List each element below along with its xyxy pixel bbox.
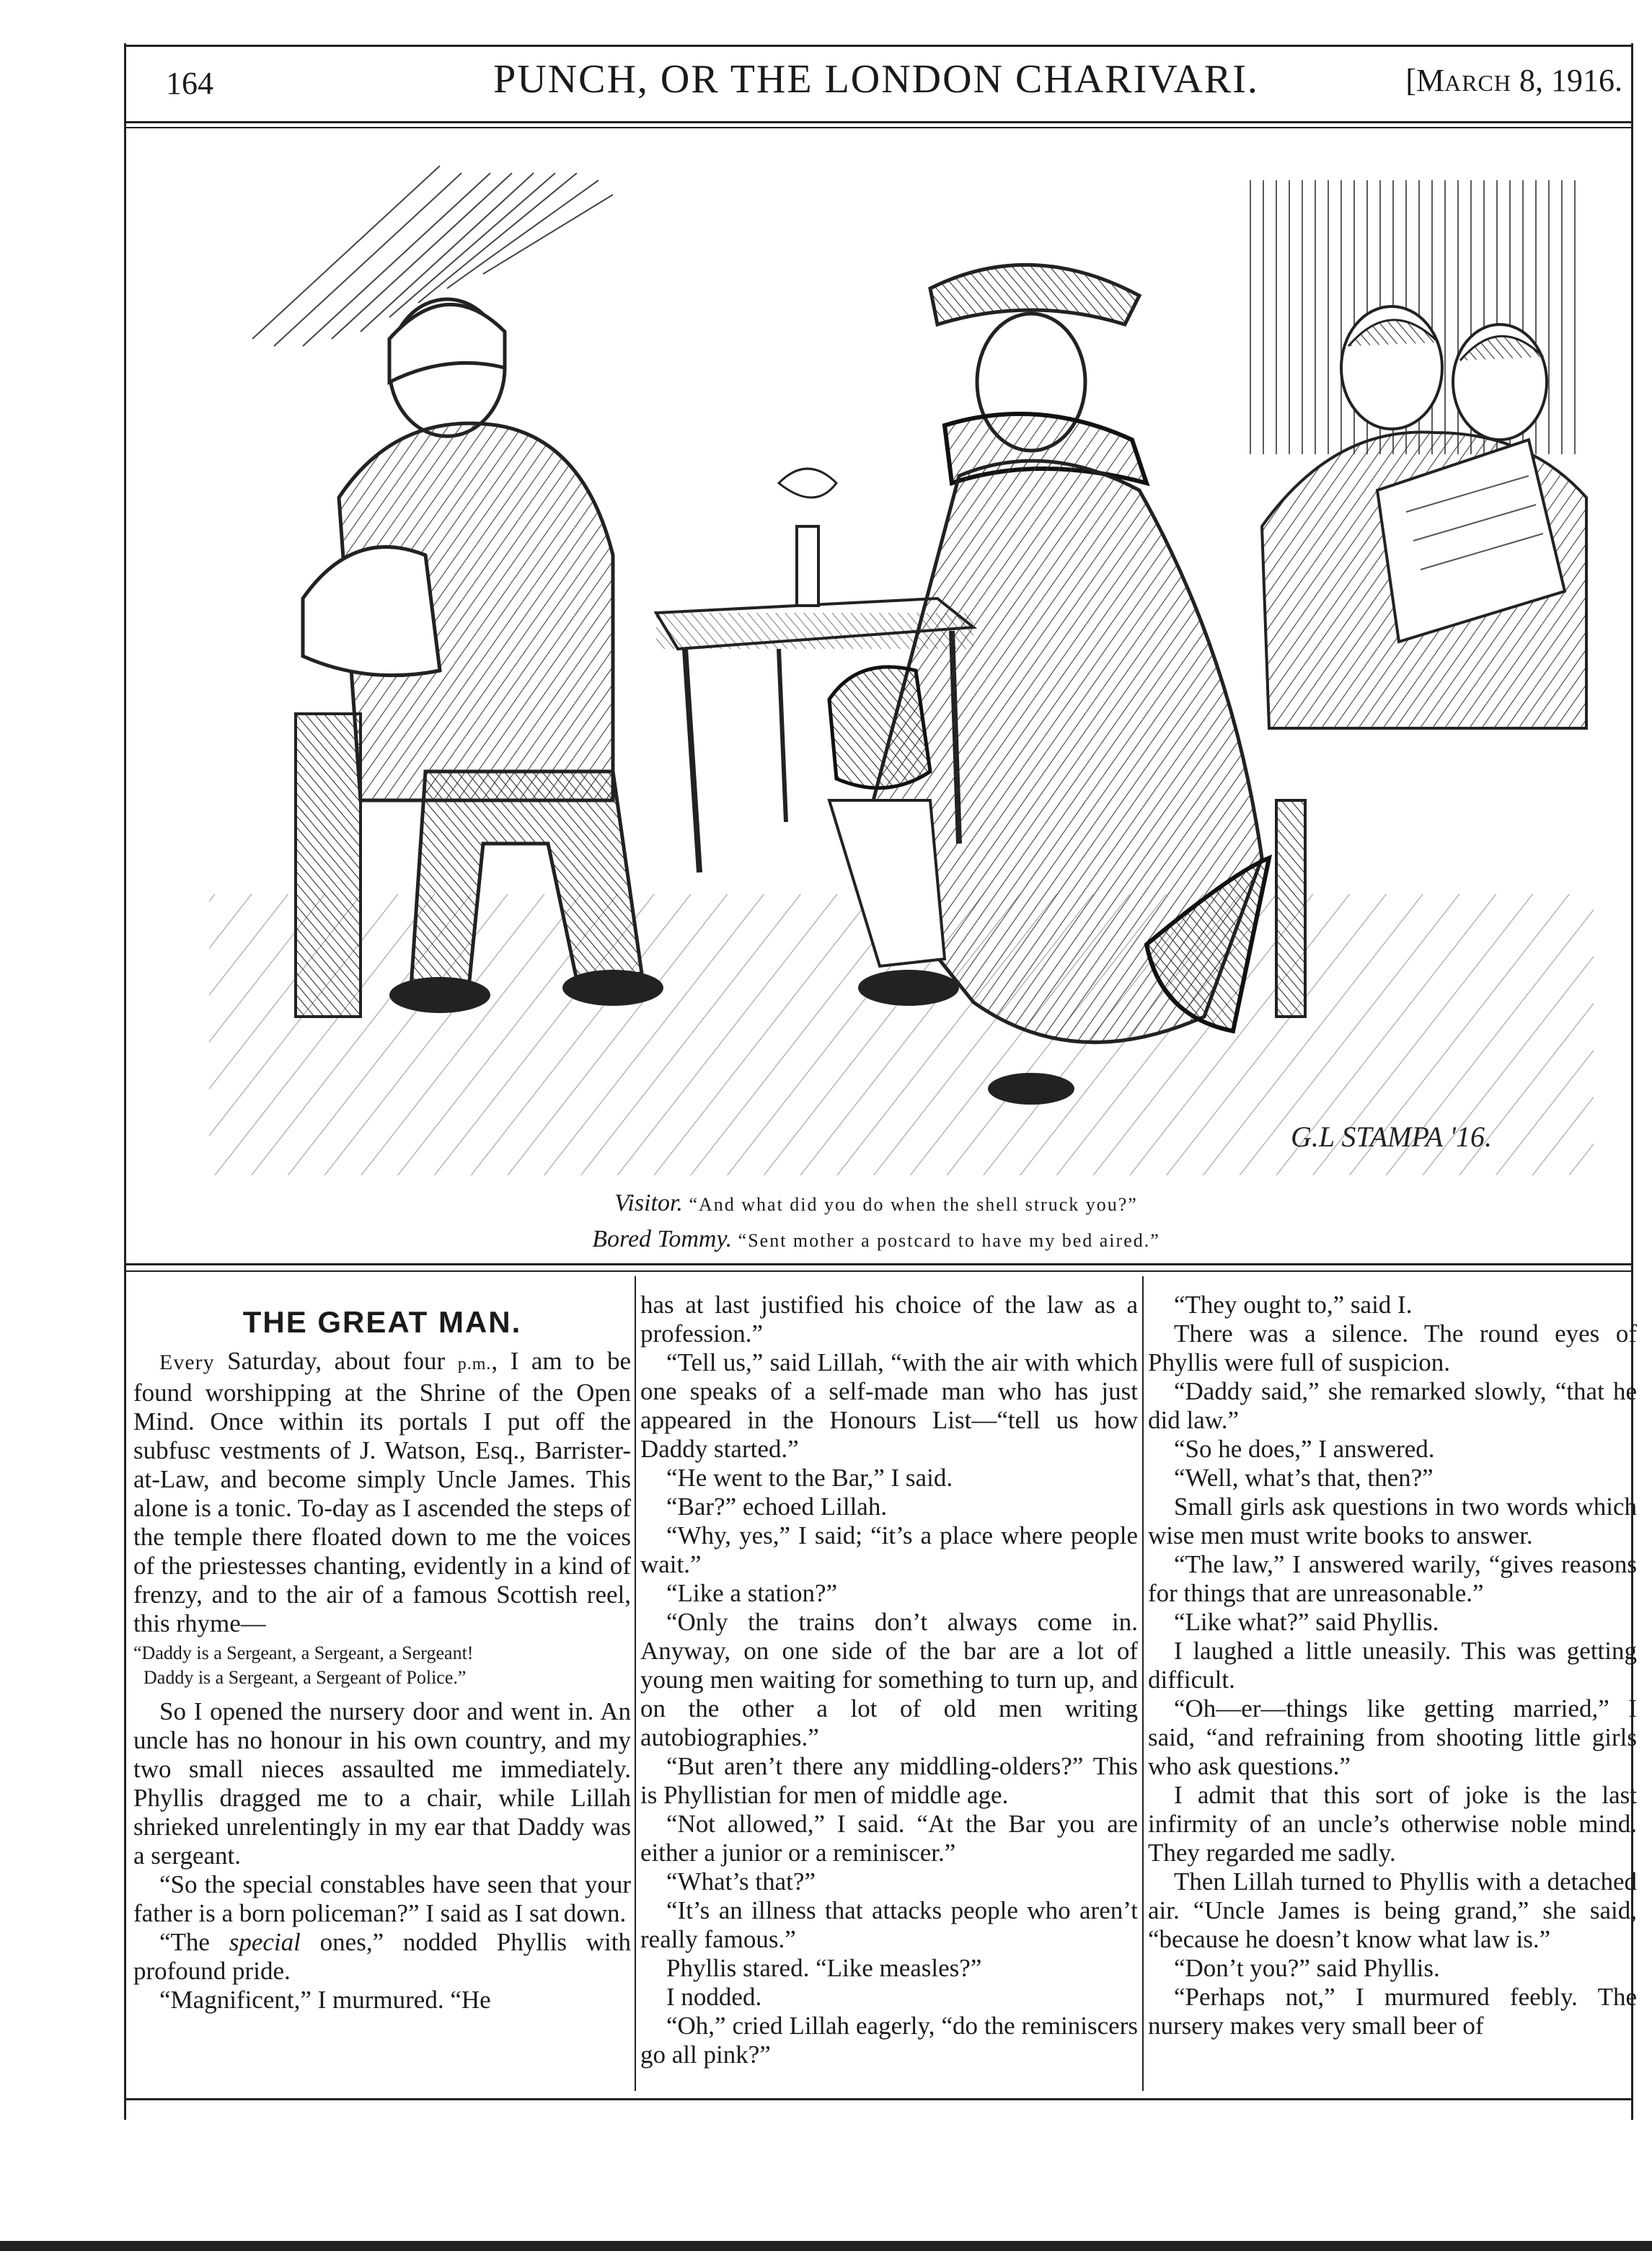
paragraph: “But aren’t there any middling-olders?” This is Phyllistian for men of middle age. [640,1752,1138,1809]
paragraph: “He went to the Bar,” I said. [666,1464,953,1492]
paragraph: Phyllis stared. “Like measles?” [666,1954,982,1982]
paragraph: So I opened the nursery door and went in. An uncle has no honour in his own country, and my two small nieces assaulted me immediately. Phyllis dragged me to a chair, while Lillah shrieked unrelentingly in my ear that Daddy was a sergeant. [133,1697,631,1870]
article-column-2 [640,1291,1138,2069]
cartoon-illustration [209,151,1594,1175]
header-rule [124,121,1633,123]
paragraph: “Tell us,” said Lillah, “with the air with which one speaks of a self-made man who has just appeared in the Honours List—“tell us how Daddy started.” [640,1348,1138,1463]
artist-signature: G.L STAMPA '16. [1291,1120,1492,1153]
woman-visitor [829,265,1305,1105]
paragraph: “Perhaps not,” I murmured feebly. The nursery makes very small beer of [1148,1983,1637,2040]
paragraph: “Like what?” said Phyllis. [1174,1608,1439,1636]
issue-date: [MARCH 8, 1916. [1405,63,1622,98]
paragraph: “Only the trains don’t always come in. Anyway, on one side of the bar are a lot of young men waiting for something to turn up, and on the other a lot of old men writing autobiographies.” [640,1608,1138,1751]
paragraph: “So the special constables have seen that your father is a born policeman?” I said as I sat down. [133,1870,631,1927]
paragraph: “Daddy said,” she remarked slowly, “that he did law.” [1148,1377,1637,1434]
paragraph: “Why, yes,” I said; “it’s a place where people wait.” [640,1521,1138,1578]
paragraph: “Well, what’s that, then?” [1174,1464,1434,1492]
top-rule [124,45,1633,47]
paragraph: “Not allowed,” I said. “At the Bar you are either a junior or a reminiscer.” [640,1810,1138,1867]
article-top-rule-inner [124,1270,1633,1272]
paragraph: Every Saturday, about four p.m., I am to be found worshipping at the Shrine of the Open Mind. Once within its portals I put off the subfusc vestments of J. Watson, Esq., Barrister-at-Law, and become simply Uncle James. This alone is a tonic. To-day as I ascended the steps of the temple there floated down to me the voices of the priestesses chanting, evidently in a kind of frenzy, and to the air of a famous Scottish reel, this rhyme— [133,1347,631,1637]
paragraph: “Oh,” cried Lillah eagerly, “do the reminiscers go all pink?” [640,2012,1138,2069]
caption-line-visitor: Visitor. “And what did you do when the shell struck you?” [614,1190,1138,1216]
arm-sling [303,547,440,676]
paragraph: has at last justified his choice of the law as a profession.” [640,1291,1138,1348]
page-number: 164 [166,66,213,101]
paragraph: “Don’t you?” said Phyllis. [1174,1954,1440,1982]
flowers [779,469,836,498]
muff [829,667,930,788]
vase [797,526,818,606]
paragraph: “It’s an illness that attacks people who aren’t really famous.” [640,1896,1138,1953]
cartoon-caption [130,1186,1622,1258]
paragraph: “The law,” I answered warily, “gives reasons for things that are unreasonable.” [1148,1550,1637,1607]
header-rule-inner [124,127,1633,128]
article-column-3 [1148,1291,1637,2040]
paragraph: “Magnificent,” I murmured. “He [159,1986,491,2014]
rhyme-verse: “Daddy is a Sergeant, a Sergeant, a Sergeant! Daddy is a Sergeant, a Sergeant of Police.” [133,1642,474,1688]
article-top-rule [124,1263,1633,1265]
article-column-1 [133,1291,631,2015]
paragraph: “They ought to,” said I. [1174,1291,1413,1319]
paragraph: I nodded. [666,1983,762,2011]
paragraph: There was a silence. The round eyes of Phyllis were full of suspicion. [1148,1319,1637,1376]
caption-line-tommy: Bored Tommy. “Sent mother a postcard to have my bed aired.” [592,1226,1160,1252]
paragraph: “The special ones,” nodded Phyllis with profound pride. [133,1928,631,1985]
paragraph: Small girls ask questions in two words which wise men must write books to answer. [1148,1493,1637,1549]
page-header [130,56,1622,114]
paragraph: “Like a station?” [666,1579,838,1607]
paragraph: Then Lillah turned to Phyllis with a detached air. “Uncle James is being grand,” she said, “because he doesn’t know what law is.” [1148,1867,1637,1953]
article-bottom-rule [124,2098,1633,2100]
page-frame-left [124,43,126,2120]
paragraph: “What’s that?” [666,1867,816,1896]
paragraph: I laughed a little uneasily. This was getting difficult. [1148,1637,1637,1694]
paragraph: “Bar?” echoed Lillah. [666,1493,888,1521]
page-bottom-band [0,2241,1652,2251]
journal-title: PUNCH, OR THE LONDON CHARIVARI. [493,57,1259,102]
paragraph: “So he does,” I answered. [1174,1435,1435,1463]
article-title: THE GREAT MAN. [242,1305,522,1339]
column-divider-1 [635,1276,636,2091]
column-divider-2 [1142,1276,1144,2091]
chair [296,714,361,1017]
paragraph: “Oh—er—things like getting married,” I said, “and refraining from shooting little girls who ask questions.” [1148,1694,1637,1780]
paragraph: I admit that this sort of joke is the last infirmity of an uncle’s otherwise noble mind. They regarded me sadly. [1148,1781,1637,1867]
